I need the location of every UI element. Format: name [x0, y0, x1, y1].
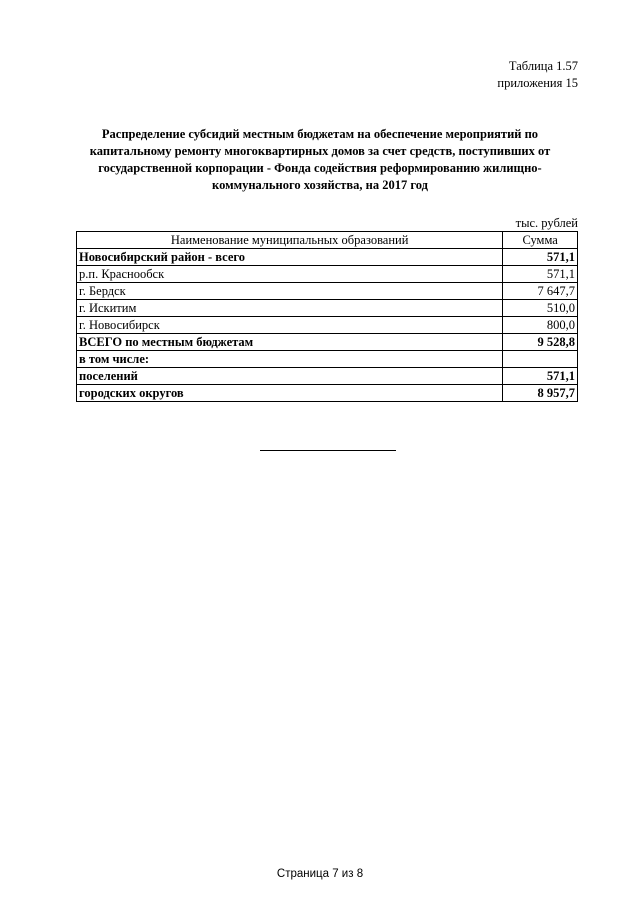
- row-name: поселений: [77, 368, 503, 385]
- column-header-name: Наименование муниципальных образований: [77, 232, 503, 249]
- row-sum: 571,1: [503, 368, 578, 385]
- document-title: Распределение субсидий местным бюджетам на обеспечение мероприятий по капитальному ремонту многоквартирных домов за счет средств, поступивших от государственной корпорации - Фонда содействия реформированию жилищно-коммунального хозяйства, на 2017 год: [89, 127, 551, 192]
- table-row: [77, 368, 578, 385]
- row-sum: 7 647,7: [503, 283, 578, 300]
- table-row-total: [77, 334, 578, 351]
- row-name: г. Искитим: [77, 300, 503, 317]
- table-row: [77, 283, 578, 300]
- row-sum: 571,1: [503, 266, 578, 283]
- table-reference: Таблица 1.57: [508, 59, 578, 73]
- table-header-row: [77, 232, 578, 249]
- row-name: городских округов: [77, 385, 503, 402]
- row-name: р.п. Краснообск: [77, 266, 503, 283]
- row-sum: 571,1: [503, 249, 578, 266]
- table-row: [77, 266, 578, 283]
- row-sum: 8 957,7: [503, 385, 578, 402]
- subsidy-table: [76, 231, 578, 402]
- row-sum: 9 528,8: [503, 334, 578, 351]
- appendix-reference: приложения 15: [497, 76, 578, 90]
- page-footer: Страница 7 из 8: [276, 868, 364, 880]
- column-header-sum: Сумма: [503, 232, 578, 249]
- table-row: [77, 385, 578, 402]
- separator-line: [260, 450, 396, 451]
- table-row: [77, 249, 578, 266]
- table-row: [77, 300, 578, 317]
- units-label: тыс. рублей: [515, 216, 578, 230]
- row-sum: [503, 351, 578, 368]
- row-name: Новосибирский район - всего: [77, 249, 503, 266]
- row-sum: 510,0: [503, 300, 578, 317]
- row-name: г. Новосибирск: [77, 317, 503, 334]
- table-row: [77, 317, 578, 334]
- table-row: [77, 351, 578, 368]
- row-sum: 800,0: [503, 317, 578, 334]
- row-name: ВСЕГО по местным бюджетам: [77, 334, 503, 351]
- row-name: в том числе:: [77, 351, 503, 368]
- row-name: г. Бердск: [77, 283, 503, 300]
